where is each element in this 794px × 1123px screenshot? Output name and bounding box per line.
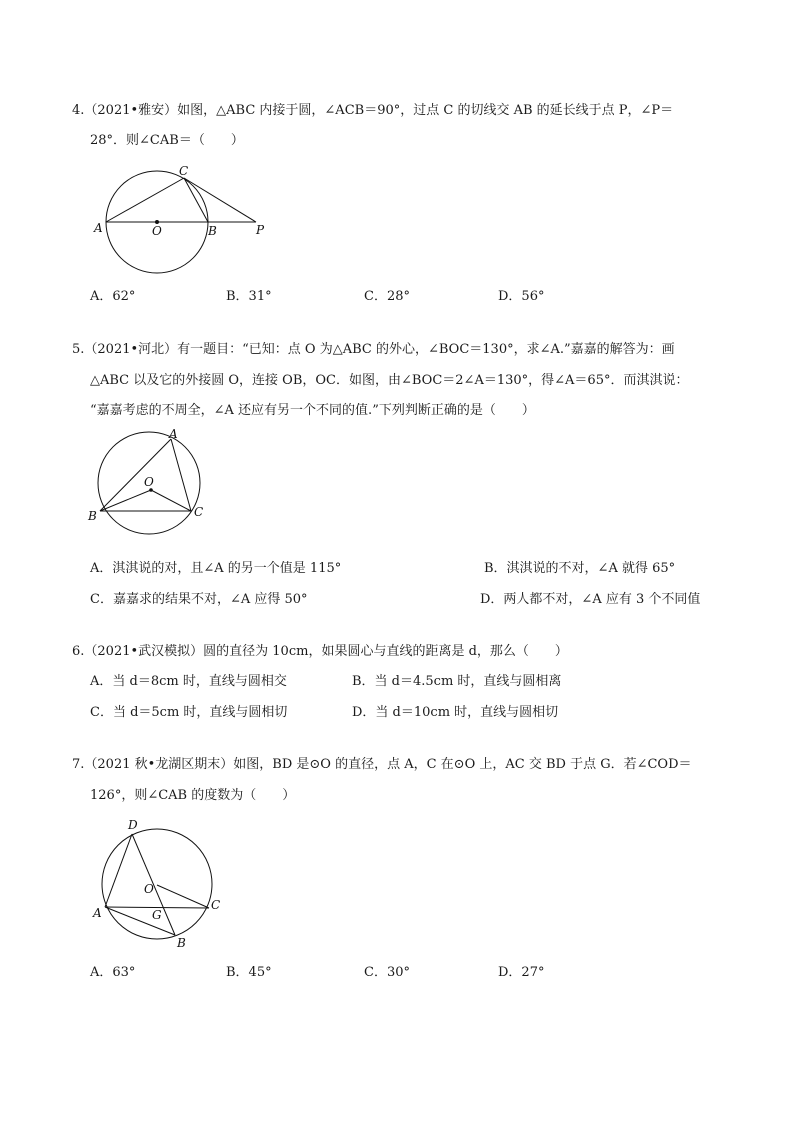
label-C: C [194,505,204,519]
question-4-line-2: 28°．则∠CAB＝（ ） [90,133,244,148]
question-5-option-c: C．嘉嘉求的结果不对，∠A 应得 50° [90,592,308,607]
question-6-option-a: A．当 d＝8cm 时，直线与圆相交 [90,674,287,689]
question-7-line-1: 7.（2021 秋•龙湖区期末）如图，BD 是⊙O 的直径，点 A，C 在⊙O 上，AC 交 BD 于点 G．若∠COD＝ [72,757,692,772]
label-A: A [93,906,102,920]
question-7-figure [88,815,238,955]
label-A: A [94,221,103,235]
label-C: C [179,164,189,178]
question-7-option-d: D．27° [498,965,545,980]
question-7-option-a: A．63° [90,965,136,980]
question-4-option-c: C．28° [364,289,410,304]
label-D: D [128,818,138,832]
question-7-line-2: 126°，则∠CAB 的度数为（ ） [90,788,296,803]
question-6-option-d: D．当 d＝10cm 时，直线与圆相切 [352,705,559,720]
question-4-option-b: B．31° [226,289,272,304]
question-4-option-d: D．56° [498,289,545,304]
question-5-option-a: A．淇淇说的对，且∠A 的另一个值是 115° [90,561,342,576]
question-5-line-1: 5.（2021•河北）有一题目：“已知：点 O 为△ABC 的外心，∠BOC＝130°，求∠A.”嘉嘉的解答为：画 [72,342,675,357]
question-4-option-a: A．62° [90,289,136,304]
label-G: G [152,908,162,922]
label-A: A [169,427,178,441]
label-C: C [211,898,221,912]
label-B: B [88,509,97,523]
question-7-option-c: C．30° [364,965,410,980]
question-6-option-c: C．当 d＝5cm 时，直线与圆相切 [90,705,288,720]
question-6-line-1: 6.（2021•武汉模拟）圆的直径为 10cm，如果圆心与直线的距离是 d，那么（ ） [72,644,568,659]
label-O: O [144,882,154,896]
question-6-option-b: B．当 d＝4.5cm 时，直线与圆相离 [352,674,562,689]
label-O: O [144,475,154,489]
label-O: O [152,224,162,238]
question-5-line-2: △ABC 以及它的外接圆 O，连接 OB，OC．如图，由∠BOC＝2∠A＝130°，得∠A＝65°．而淇淇说： [90,373,689,388]
label-P: P [256,223,265,237]
question-5-option-d: D．两人都不对，∠A 应有 3 个不同值 [480,592,701,607]
question-5-figure [85,428,225,538]
question-4-figure [88,160,278,280]
question-5-option-b: B．淇淇说的不对，∠A 就得 65° [484,561,676,576]
question-5-line-3: “嘉嘉考虑的不周全，∠A 还应有另一个不同的值.”下列判断正确的是（ ） [90,403,535,418]
label-B: B [177,936,186,950]
question-7-option-b: B．45° [226,965,272,980]
label-B: B [208,224,217,238]
question-4-line-1: 4.（2021•雅安）如图，△ABC 内接于圆，∠ACB＝90°，过点 C 的切线交 AB 的延长线于点 P，∠P＝ [72,103,674,118]
